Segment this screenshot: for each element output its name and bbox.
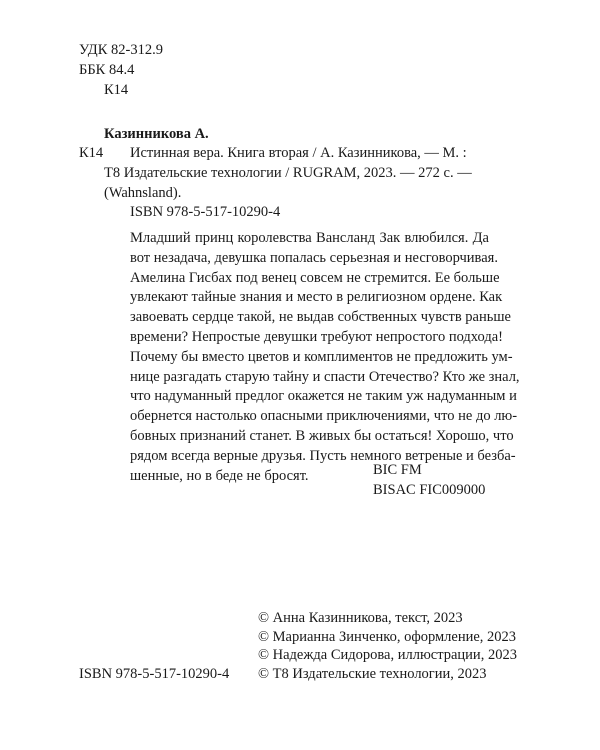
annotation-line: шенные, но в беде не бросят.: [130, 467, 309, 484]
copyright-line: © Марианна Зинченко, оформление, 2023: [258, 628, 517, 645]
annotation-line: нице разгадать старую тайну и спасти Отечество? Кто же знал,: [130, 368, 520, 385]
author-heading: Казинникова А.: [104, 126, 209, 142]
annotation-line: времени? Непростые девушки требуют непростого подхода!: [130, 328, 503, 345]
bibliographic-line-1: Истинная вера. Книга вторая / А. Казинникова, — М. :: [130, 145, 467, 161]
bbk-code: ББК 84.4: [79, 62, 135, 78]
udk-code: УДК 82-312.9: [79, 42, 163, 58]
copyright-line: © Анна Казинникова, текст, 2023: [258, 610, 463, 626]
annotation-line: бовных признаний станет. В живых бы остаться! Хорошо, что: [130, 427, 514, 444]
annotation-line: вот незадача, девушка попалась серьезная и несговорчивая.: [130, 249, 498, 266]
author-mark-top: К14: [104, 82, 129, 98]
annotation-line: завоевать сердце такой, не выдав собственных чувств раньше: [130, 309, 511, 326]
bibliographic-line-2: Т8 Издательские технологии / RUGRAM, 2023. — 272 с. —: [104, 165, 472, 181]
annotation: [130, 229, 520, 486]
annotation-line: рядом всегда верные друзья. Пусть немного ветреные и безба-: [130, 447, 516, 464]
copyright-line: © Надежда Сидорова, иллюстрации, 2023: [258, 647, 517, 663]
annotation-line: обернется настолько опасными приключениями, что не до лю-: [130, 408, 518, 425]
isbn-main: ISBN 978-5-517-10290-4: [130, 204, 281, 220]
author-mark: К14: [79, 145, 104, 161]
annotation-line: Младший принц королевства Вансланд Зак влюбился. Да: [130, 230, 489, 246]
annotation-line: увлекают тайные знания и место в религиозном ордене. Как: [130, 289, 503, 306]
bic-code: BIC FM: [373, 462, 422, 478]
annotation-line: Почему бы вместо цветов и комплиментов не предложить ум-: [130, 348, 513, 365]
annotation-line: Амелина Гисбах под венец совсем не стремится. Ее больше: [130, 269, 500, 286]
copyright-block: [258, 609, 517, 683]
annotation-line: что надуманный предлог окажется не таким уж надуманным и: [130, 388, 517, 405]
copyright-line: © Т8 Издательские технологии, 2023: [258, 665, 487, 682]
bibliographic-line-3: (Wahnsland).: [104, 185, 182, 201]
bisac-code: BISAC FIC009000: [373, 482, 486, 498]
isbn-bottom: ISBN 978-5-517-10290-4: [79, 666, 230, 682]
